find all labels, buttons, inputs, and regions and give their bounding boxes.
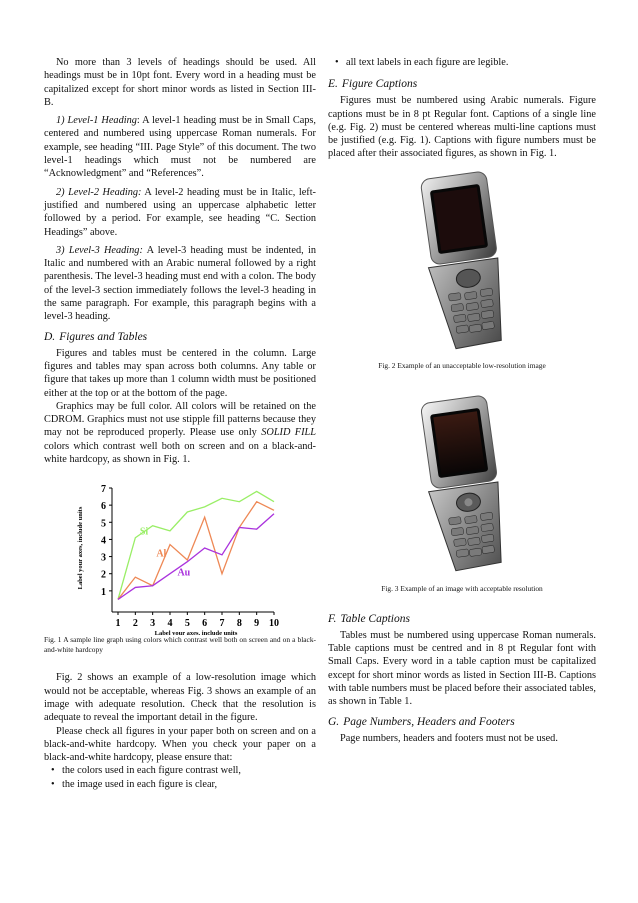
y-tick-label: 1 xyxy=(101,587,106,599)
heading-f-title: Table Captions xyxy=(340,612,410,625)
y-tick-label: 7 xyxy=(101,484,106,496)
left-column xyxy=(44,56,316,791)
level1-text: : A level-1 heading must be in Small Caps, centered and numbered using uppercase Roman numerals. For example, see heading “III. Page Style” of this document. The two level-1 headings which must not be numbered are “Acknowledgment” and “References”. xyxy=(44,115,316,180)
legible-list xyxy=(328,56,596,69)
headings-paragraph: No more than 3 levels of headings should be used. All headings must be in 10pt font. Every word in a heading must be capitalized except for short minor words as listed in Section III-B. xyxy=(44,57,316,108)
level2-paragraph xyxy=(44,186,316,239)
list-item: • the colors used in each figure contrast well, xyxy=(62,764,316,777)
x-tick-label: 8 xyxy=(236,618,242,630)
graphics-text: Graphics may be full color. All colors will be retained on the CDROM. Graphics must not use stipple fill patterns because they may not be reproduced properly. Please use only xyxy=(44,400,316,439)
figures-tables-paragraph: Figures and tables must be centered in the column. Large figures and tables may span across both columns. Any table or figure that takes up more than 1 column width must be positioned either at the top or at the bottom of the page. xyxy=(44,347,316,399)
level1-label: 1) Level-1 Heading xyxy=(56,115,137,127)
graphics-paragraph xyxy=(44,400,316,466)
heading-e-letter: E. xyxy=(328,78,338,91)
x-axis-label: Label your axes, include units xyxy=(154,630,238,636)
x-tick-label: 4 xyxy=(167,618,173,630)
list-item: • all text labels in each figure are legible. xyxy=(346,56,596,69)
graphics-text-end: colors which contrast well both on screen and on a black-and-white hardcopy, as shown in Fig. 1. xyxy=(44,440,316,466)
level3-label: 3) Level-3 Heading: xyxy=(56,244,143,256)
y-tick-label: 6 xyxy=(101,501,106,513)
level1-paragraph xyxy=(44,114,316,180)
x-tick-label: 1 xyxy=(115,618,121,630)
y-tick-label: 3 xyxy=(101,552,106,564)
level2-label: 2) Level-2 Heading: xyxy=(56,186,142,198)
series-label-au: Au xyxy=(177,567,191,579)
figure-3-image xyxy=(402,393,522,578)
y-tick-label: 4 xyxy=(101,535,106,547)
heading-g-letter: G. xyxy=(328,715,340,728)
page-numbers-paragraph: Page numbers, headers and footers must not be used. xyxy=(340,732,558,744)
level3-paragraph xyxy=(44,244,316,324)
heading-d-title: Figures and Tables xyxy=(59,330,148,343)
figure-3-caption: Fig. 3 Example of an image with acceptable resolution xyxy=(381,583,543,593)
series-label-si: Si xyxy=(139,526,149,538)
flip-phone-lowres-image xyxy=(402,167,522,357)
heading-d-letter: D. xyxy=(44,330,56,343)
section-heading-e xyxy=(328,77,596,91)
level2-text: A level-2 heading must be in Italic, left-justified and numbered using an uppercase alphabetic letter followed by a period. For example, see heading “C. Section Headings” above. xyxy=(44,186,316,238)
heading-f-letter: F. xyxy=(328,612,337,625)
fig2-discussion-paragraph: Fig. 2 shows an example of a low-resolution image which would not be acceptable, whereas Fig. 3 shows an example of an image with adequate resolution. Check that the resolution is adequate to reveal the important detail in the figure. xyxy=(44,672,316,724)
figure-captions-paragraph: Figures must be numbered using Arabic numerals. Figure captions must be in 8 pt Regular font. Captions of a single line (e.g. Fig. 2) must be centered whereas multi-line captions must be justified (e.g. Fig. 1). Captions with figure numbers must be placed after their associated figures, as shown in Fig. 1. xyxy=(328,95,596,160)
level3-text: A level-3 heading must be indented, in Italic and numbered with an Arabic numeral followed by a right parenthesis. The level-3 heading must end with a colon. The body of the level-3 section immediately follows the level-3 heading in the same paragraph. For example, this paragraph begins with a level-3 heading. xyxy=(44,244,316,323)
y-tick-label: 2 xyxy=(101,570,106,582)
line-chart xyxy=(70,480,292,635)
y-tick-label: 5 xyxy=(101,518,106,530)
section-heading-d xyxy=(44,330,316,344)
right-column xyxy=(328,56,596,745)
series-label-al: Al xyxy=(156,548,167,560)
figure-2-image xyxy=(402,167,522,357)
figure-2-caption: Fig. 2 Example of an unacceptable low-resolution image xyxy=(378,360,546,370)
y-axis-label: Label your axes, include units xyxy=(77,506,84,590)
heading-e-title: Figure Captions xyxy=(341,78,418,91)
x-tick-label: 6 xyxy=(202,618,208,630)
series-line-si xyxy=(118,492,274,600)
check-list xyxy=(44,764,316,791)
x-tick-label: 7 xyxy=(219,618,225,630)
section-heading-g xyxy=(328,715,596,729)
x-tick-label: 10 xyxy=(269,618,279,630)
x-tick-label: 9 xyxy=(254,618,260,630)
figure-1-chart xyxy=(44,480,316,635)
x-tick-label: 2 xyxy=(132,618,138,630)
x-tick-label: 3 xyxy=(150,618,156,630)
series-line-al xyxy=(118,502,274,600)
section-heading-f xyxy=(328,612,596,626)
x-tick-label: 5 xyxy=(184,618,190,630)
figure-1-caption: Fig. 1 A sample line graph using colors which contrast well both on screen and on a black-and-white hardcopy xyxy=(44,635,316,655)
table-captions-paragraph: Tables must be numbered using uppercase Roman numerals. Table captions must be centred and in 8 pt Regular font with Small Caps. Every word in a table caption must be capitalized except for short minor words as listed in Section III-B. Captions with table numbers must be placed before their associated tables, as shown in Table 1. xyxy=(328,629,596,708)
flip-phone-highres-image xyxy=(402,393,522,578)
solid-fill-text: SOLID FILL xyxy=(261,427,316,439)
check-figures-paragraph: Please check all figures in your paper both on screen and on a black-and-white hardcopy. When you check your paper on a black-and-white hardcopy, please ensure that: xyxy=(44,725,316,764)
heading-g-title: Page Numbers, Headers and Footers xyxy=(343,715,515,728)
list-item: • the image used in each figure is clear, xyxy=(62,778,316,791)
